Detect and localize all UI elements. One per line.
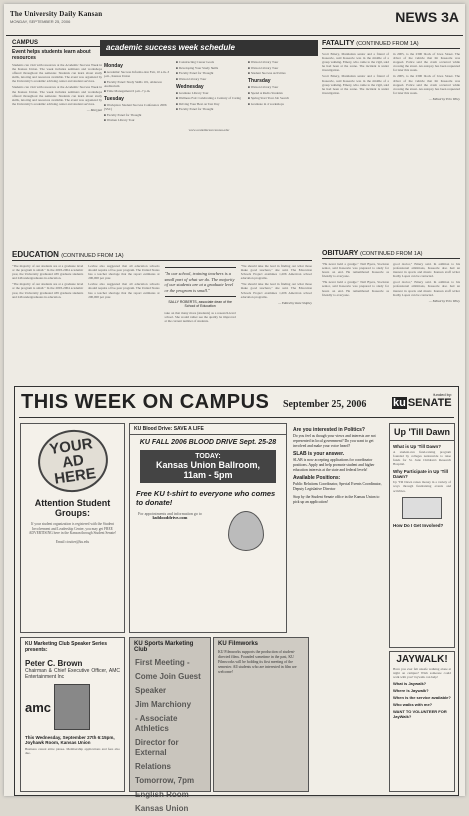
sports-line: Speaker [135, 686, 167, 695]
marketing-when: This Wednesday, September 27th 6:15pm, Joyhawk Room, Kansas Union [25, 735, 115, 745]
obituary-col2b: good doctor," Emery said. In addition to his professional ambitions, Kaseorle also had an interest in sports and music. Kansan staff writer Kathy Lopez can be contacted. [393, 280, 460, 297]
filmworks-body: KU Filmworks supports the production of student-directed films. Founded sometime in the past, KU Filmworks will be holding its first meeting of the semester. All students who are interested in film are welcome! [218, 650, 297, 674]
sports-marketing-ad [129, 637, 211, 813]
education-heading [12, 250, 312, 261]
sports-line: Kansas Union [135, 804, 189, 813]
st-jude-logo [402, 497, 442, 519]
obituary-article [322, 250, 460, 303]
slab-body1: Do you feel as though your views and interests are not represented in local government? Do you want to get involved and make your voice heard? [293, 434, 376, 448]
blood-drive-ad [129, 423, 287, 633]
education-credit: — Edited by Kate Shipley [278, 300, 312, 305]
section-label [395, 9, 459, 25]
fatality-col1b: Scott Emery, Manhattan senior and a friend of Kaseorle, said Kaseorle was in the middle of a group walking. Emery, who came to the vigil, said he had been at the scene. The incident is under investigation. [322, 74, 389, 95]
amc-logo [21, 680, 124, 730]
sports-line: English Room [135, 790, 189, 799]
campus-heading: CAMPUS [12, 40, 102, 47]
schedule-item: ■ Watson Library Tour [248, 65, 279, 70]
sports-line: Relations [135, 762, 172, 771]
sports-line: Jim Marchiony [135, 700, 192, 709]
marketing-club-ad [20, 637, 125, 792]
schedule-day: Tuesday [104, 96, 124, 102]
your-ad-here-box [20, 423, 125, 633]
sports-line: Director for External [135, 738, 179, 757]
education-col1b: "The majority of our students are at a graduate level or the program is small." In the 2003-2004 academic year, the University graduated 439 graduate students and 246 undergraduates in education. [12, 282, 84, 299]
education-body [12, 264, 312, 323]
marketing-header: KU Marketing Club Speaker Series presents: [25, 641, 107, 653]
twc-rule [19, 417, 454, 418]
schedule-day: Monday [104, 63, 123, 69]
fatality-heading [322, 40, 460, 49]
today-time: 11am - 5pm [183, 470, 233, 480]
brief-body-cont: Students can visit with resources at the Academic Success Week in the Kansas Union. The week includes seminars and workshops offered throughout the semester. Students can learn about study skills, tutoring and resources available. The event was organized by the University's academic advising center and student services. [12, 85, 102, 106]
page-number: 3A [441, 9, 459, 25]
uptill-how: How Do I Get Involved? [393, 522, 444, 528]
schedule-item: ■ Spring Start Your Job Search [248, 96, 290, 100]
senate-logo [392, 392, 452, 409]
speaker-role: Chairman & Chief Executive Officer, AMC Entertainment Inc [25, 668, 120, 680]
your-ad-email[interactable]: Email ctcutter@ku.edu [55, 539, 90, 544]
fatality-body [322, 52, 460, 95]
education-col2b: Levine also suggested that all education schools should require a five-year program. The United States has a teacher shortage that the report estimates at 200,000 per year. [88, 282, 160, 299]
jaywalk-what: What is Jaywalk? [393, 681, 427, 687]
schedule-item: ■ Watson Library Tour [248, 85, 279, 89]
blood-drive-url[interactable]: kublooddrive.com [152, 515, 188, 520]
jaywalk-who: Who walks with me? [393, 702, 433, 708]
schedule-column [248, 60, 314, 124]
schedule-item: ■ Workplace Student Success Conference 2006 (SSC) [104, 103, 167, 111]
masthead: The University Daily Kansan [10, 10, 103, 18]
today-label: TODAY: [195, 453, 221, 460]
uptill-why: Why Participate in Up 'Till Dawn? [393, 469, 448, 480]
schedule-day: Wednesday [176, 83, 204, 90]
schedule-item: ■ Spend A Radio Students [248, 90, 283, 95]
jaywalk-volunteer: WANT TO VOLUNTEER FOR JayWalk? [393, 709, 447, 720]
your-ad-body: If your student organization is registered with the Student Involvement and Leadership Center, you may get FREE ADVERTISING here in the Kansan through Student Senate! [28, 522, 117, 536]
fatality-col2: in 2005, to the 2300 block of Iowa Street. The driver of the vehicle that hit Kaseorle was stopped. Police said the crash occurred while crossing the street. An autopsy has been requested for later this week. [393, 52, 460, 73]
section-name: NEWS [395, 9, 438, 25]
slab-ad [291, 423, 386, 648]
slab-positions-heading: Available Positions: [293, 475, 341, 481]
schedule-item: ■ Faculty Panel for Thought [176, 107, 214, 111]
schedule-box [100, 40, 318, 230]
education-col2: Levine also suggested that all education schools should require a five-year program. The United States has a teacher shortage that the report estimates at 200,000 per year. [88, 264, 160, 281]
speaker-photo [54, 684, 90, 730]
schedule-title: academic success week schedule [100, 40, 318, 56]
fatality-title: FATALITY [322, 40, 355, 47]
uptill-what-body: A student-run fund-raising program founded by colleges nationwide to raise funds for St. Jude Children's Research Hospital. [393, 450, 451, 467]
pull-quote: "In our school, training teachers is a small part of what we do. The majority of our students are at a graduate level or the program is small." [165, 267, 236, 297]
schedule-item: ■ Watson Library Tour [248, 60, 279, 64]
pull-quote-attribution: SALLY ROBERTS, associate dean of the School of Education [168, 300, 232, 308]
schedule-item: ■ Time Management 6 p.m.-7 p.m. [104, 89, 151, 93]
brief-credit: — Marypat [86, 107, 102, 112]
blood-drive-header: KU Blood Drive: SAVE A LIFE [130, 424, 286, 435]
uptill-what: What is Up 'Till Dawn? [393, 444, 441, 449]
senate-pre: ku [393, 397, 406, 409]
this-week-on-campus [14, 386, 459, 813]
schedule-item: ■ Constructing Career Goals [176, 60, 214, 64]
speaker-name: Peter C. Brown [25, 659, 83, 668]
senate-label: SENATE [407, 397, 452, 409]
jaywalk-when: When is the service available? [393, 695, 451, 701]
blood-drive-today [140, 450, 276, 483]
uptill-why-body: Up 'Till Dawn raises money in a variety of ways through fundraising events and activities. [393, 480, 451, 493]
newspaper-page [4, 4, 465, 813]
obituary-credit: — Edited by Erin Wiley [428, 298, 460, 303]
blood-bottom [130, 509, 286, 553]
twc-title: THIS WEEK ON CAMPUS [21, 391, 270, 413]
brief-headline: Event helps students learn about resources [12, 49, 91, 61]
schedule-item: ■ Watson Library Tour [176, 76, 207, 81]
schedule-item: ■ Wellness Fair: Celebrating a Century of Caring [176, 96, 241, 100]
slab-body2: SLAB is now accepting applications for coordinator positions. Apply and help promote student and higher education interests at the state and federal levels! [293, 458, 375, 472]
fatality-cont: (CONTINUED FROM 1A) [356, 41, 419, 47]
blood-drop-icon [228, 511, 264, 551]
schedule-item: ■ Graduate in 4 workshops [248, 101, 284, 106]
up-till-dawn-ad [389, 423, 455, 648]
marketing-note: Business casual attire please. Membership applications and fees also due. [25, 747, 120, 756]
today-place: Kansas Union Ballroom, [155, 460, 261, 470]
sports-lines [130, 656, 210, 816]
education-col4b: "We should take the lead in finding out what those make good teachers," she said. The Education Schools Project examines 1,206 American school education programs. [240, 282, 312, 299]
sports-line: Tomorrow, 7pm [135, 776, 195, 785]
education-cont: (CONTINUED FROM 1A) [61, 253, 124, 259]
amc-logo-text: amc [25, 699, 52, 715]
fatality-credit: — Edited by Erin Wiley [428, 96, 460, 101]
free-shirt-text: Free KU t-shirt to everyone who comes to donate! [136, 489, 276, 507]
education-col3: take on that many more (students) as a research-level school. She would rather see the quality be improved at the current number of students. [164, 311, 236, 324]
obituary-col2: good doctor," Emery said. In addition to his professional ambitions, Kaseorle also had an interest in sports and music. Kansan staff writer Kathy Lopez can be contacted. [393, 262, 460, 279]
education-col1: "The majority of our students are at a graduate level or the program is small." In the 2003-2004 academic year, the University graduated 439 graduate students and 246 undergraduates in education. [12, 264, 84, 281]
schedule-item: ■ Women Library Tour [104, 118, 135, 122]
funded-by: funded by: [433, 392, 452, 397]
schedule-item: ■ Developing Your Study Skills [176, 65, 219, 70]
jaywalk-title: JAYWALK! [396, 654, 448, 665]
sports-line: - Associate Athletics [135, 714, 178, 733]
issue-date: MONDAY, SEPTEMBER 25, 2006 [10, 19, 71, 24]
obituary-col1b: "He never held a grudge." Neil Byers, Stockton senior, said Kaseorle was prepared to study for hours on end. He remembered Kaseorle as friendly to everyone. [322, 280, 389, 297]
sports-line: First Meeting - [135, 658, 190, 667]
your-ad-stamp: YOUR AD HERE [34, 425, 112, 496]
education-col4: "We should take the lead in finding out what those make good teachers," she said. The Education Schools Project examines 1,206 American school education programs. [240, 264, 312, 281]
filmworks-header: KU Filmworks [218, 641, 259, 647]
up-till-dawn-title: Up 'Till Dawn [390, 424, 454, 441]
schedule-item: ■ Driving Your Best on Test Day [176, 101, 220, 106]
schedule-item: ■ Faculty Panel: Study Skills 101, Alderson Auditorium [104, 79, 162, 88]
obituary-heading [322, 250, 460, 259]
schedule-item: ■ Faculty Panel for Thought [176, 71, 214, 75]
jaywalk-intro: Have you ever felt unsafe walking alone at night on campus? Wish someone could walk with you? Jaywalk can help! [393, 667, 451, 680]
fatality-col1: Scott Emery, Manhattan senior and a friend of Kaseorle, said Kaseorle was in the middle of a group walking. Emery, who came to the vigil, said he had been at the scene. The incident is under investigation. [322, 52, 389, 73]
twc-date: September 25, 2006 [283, 399, 367, 410]
fatality-col2b: in 2005, to the 2300 block of Iowa Street. The driver of the vehicle that hit Kaseorle was stopped. Police said the crash occurred while crossing the street. An autopsy has been requested for later this week. [393, 74, 460, 95]
schedule-item: ■ Faculty Panel for Thought [104, 112, 142, 117]
schedule-item: ■ Academic Success Informa-tion Fair, 10 a.m.-3 p.m., Kansas Union [104, 70, 170, 78]
fatality-article [322, 40, 460, 101]
sports-line: Come Join Guest [135, 672, 201, 681]
obituary-title: OBITUARY [322, 250, 359, 257]
filmworks-ad [213, 637, 309, 792]
jaywalk-ad [389, 651, 455, 792]
blood-drive-dates: KU FALL 2006 BLOOD DRIVE Sept. 25-28 [139, 439, 277, 446]
jaywalk-where: Where is Jaywalk? [393, 688, 429, 694]
education-article [12, 250, 312, 323]
schedule-day: Thursday [248, 78, 271, 84]
brief-body: Students can visit with resources at the Academic Success Week in the Kansas Union. The week includes seminars and workshops offered throughout the semester. Students can learn about study skills, tutoring and resources available. The event was organized by the University's academic advising center and student services. [12, 63, 102, 84]
obituary-cont: (CONTINUED FROM 1A) [360, 251, 423, 257]
slab-question: Are you interested in Politics? [293, 427, 365, 433]
sports-header: KU Sports Marketing Club [134, 641, 194, 653]
appointments-text: For appointments and information go to [138, 511, 202, 516]
schedule-column [104, 60, 170, 124]
slab-body3: Stop by the Student Senate office in the Kansas Union to pick up an application! [293, 495, 380, 504]
schedule-item: ■ Student Success Activities [248, 71, 286, 75]
page-header [6, 8, 463, 36]
schedule-column [176, 60, 242, 124]
schedule-columns [100, 56, 318, 128]
slab-answer: SLAB is your answer. [293, 451, 345, 457]
attention-heading: Attention Student Groups: [34, 498, 111, 518]
slab-positions: Public Relations Coordinator, Special Events Coordinator, Deputy Legislative Director [293, 482, 382, 491]
campus-column [12, 40, 102, 112]
education-title: EDUCATION [12, 250, 59, 259]
obituary-col1: "He never held a grudge." Neil Byers, Stockton senior, said Kaseorle was prepared to study for hours on end. He remembered Kaseorle as friendly to everyone. [322, 262, 389, 279]
obituary-body [322, 262, 460, 297]
schedule-item: ■ Graduate Library Tour [176, 90, 209, 95]
schedule-footer[interactable]: www.academicsuccess.ku.edu/ [188, 127, 230, 132]
